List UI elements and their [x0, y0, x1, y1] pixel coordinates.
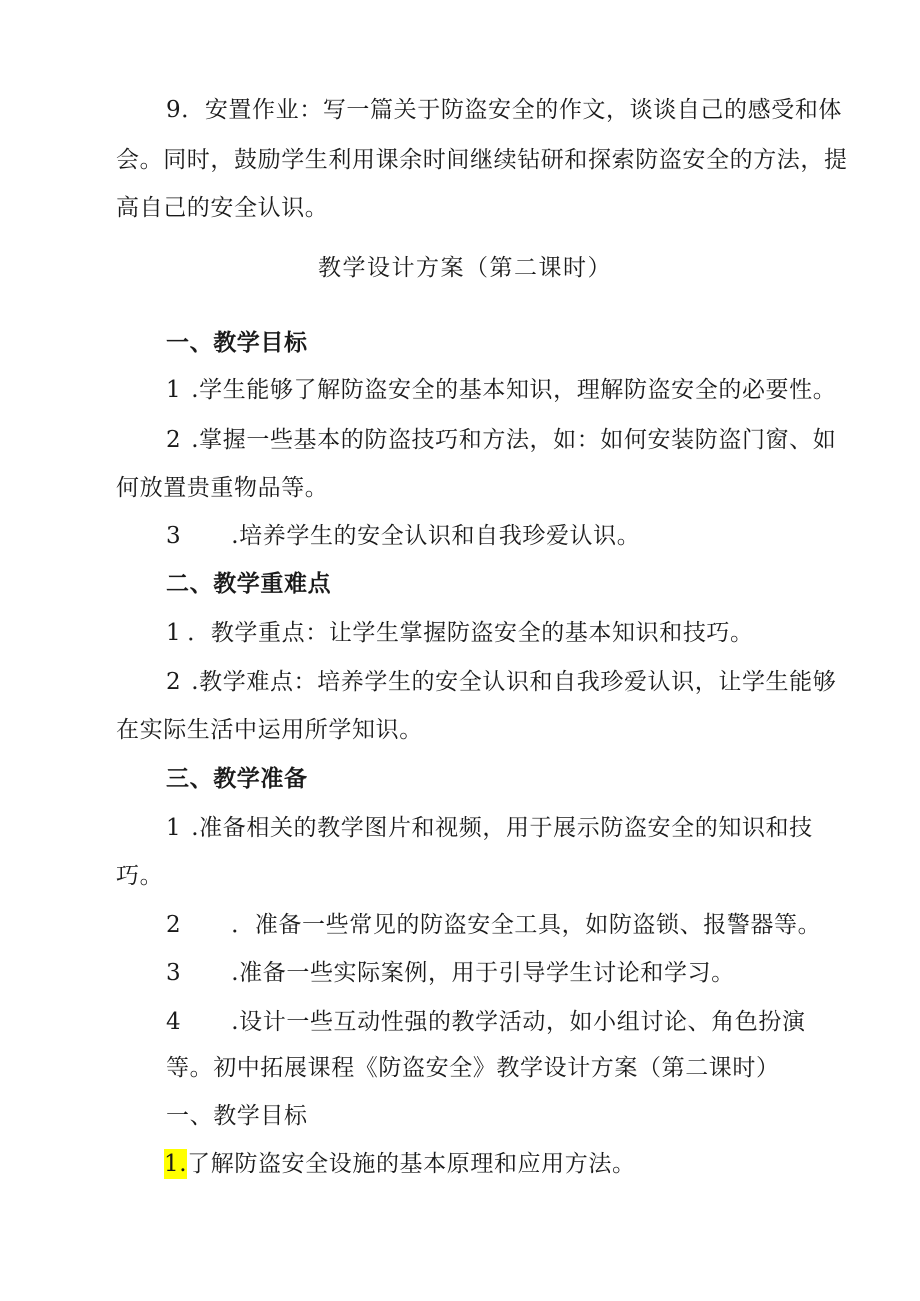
list-number: 1	[166, 377, 182, 403]
section-3-item-4	[166, 1007, 806, 1037]
paragraph-9-line-2: 会。同时，鼓励学生利用课余时间继续钻研和探索防盗安全的方法，提	[116, 147, 848, 173]
section-1-item-2-continuation: 何放置贵重物品等。	[116, 475, 329, 501]
list-item-text: .掌握一些基本的防盗技巧和方法，如：如何安装防盗门窗、如	[191, 427, 837, 453]
section-3-heading: 三、教学准备	[166, 765, 308, 792]
list-number: 1	[166, 815, 182, 841]
list-number: 2	[166, 912, 182, 938]
section-1-item-2	[166, 425, 836, 455]
list-number: 2	[166, 427, 182, 453]
list-item-text: ．教学重点：让学生掌握防盗安全的基本知识和技巧。	[187, 620, 754, 646]
list-item-text: 了解防盗安全设施的基本原理和应用方法。	[187, 1151, 636, 1177]
section-2-item-2	[166, 667, 836, 697]
list-number: 2	[166, 669, 182, 695]
section-1-item-1	[166, 375, 836, 405]
highlighted-list-number: 1.	[164, 1151, 188, 1177]
section-1-item-3	[166, 521, 640, 551]
section-2-heading: 二、教学重难点	[166, 570, 332, 597]
paragraph-9-line-3: 高自己的安全认识。	[116, 195, 329, 221]
section-3-item-2	[166, 910, 821, 940]
page-title: 教学设计方案（第二课时）	[318, 255, 612, 281]
list-number: 4	[166, 1009, 182, 1035]
list-item-text: .学生能够了解防盗安全的基本知识，理解防盗安全的必要性。	[191, 377, 837, 403]
section-3-item-1	[166, 813, 813, 843]
paragraph-9-line-1: 9．安置作业：写一篇关于防盗安全的作文，谈谈自己的感受和体	[166, 97, 843, 123]
list-number: 3	[166, 960, 182, 986]
section-3-item-1-continuation: 巧。	[116, 863, 164, 889]
list-item-text: .教学难点：培养学生的安全认识和自我珍爱认识，让学生能够	[191, 669, 837, 695]
list-item-text: ．准备一些常见的防盗安全工具，如防盗锁、报警器等。	[231, 912, 822, 938]
section-4-heading: 一、教学目标	[166, 1103, 308, 1129]
section-3-item-3	[166, 958, 735, 988]
section-4-item-1	[164, 1149, 636, 1179]
section-1-heading: 一、教学目标	[166, 329, 308, 356]
list-number: 3	[166, 523, 182, 549]
list-item-text: .培养学生的安全认识和自我珍爱认识。	[231, 523, 641, 549]
section-3-item-4-continuation: 等。初中拓展课程《防盗安全》教学设计方案（第二课时）	[166, 1055, 780, 1081]
section-2-item-1	[166, 618, 754, 648]
list-number: 1	[166, 620, 182, 646]
section-2-item-2-continuation: 在实际生活中运用所学知识。	[116, 717, 423, 743]
list-item-text: .准备相关的教学图片和视频，用于展示防盗安全的知识和技	[191, 815, 813, 841]
list-item-text: .设计一些互动性强的教学活动，如小组讨论、角色扮演	[231, 1009, 806, 1035]
list-item-text: .准备一些实际案例，用于引导学生讨论和学习。	[231, 960, 735, 986]
